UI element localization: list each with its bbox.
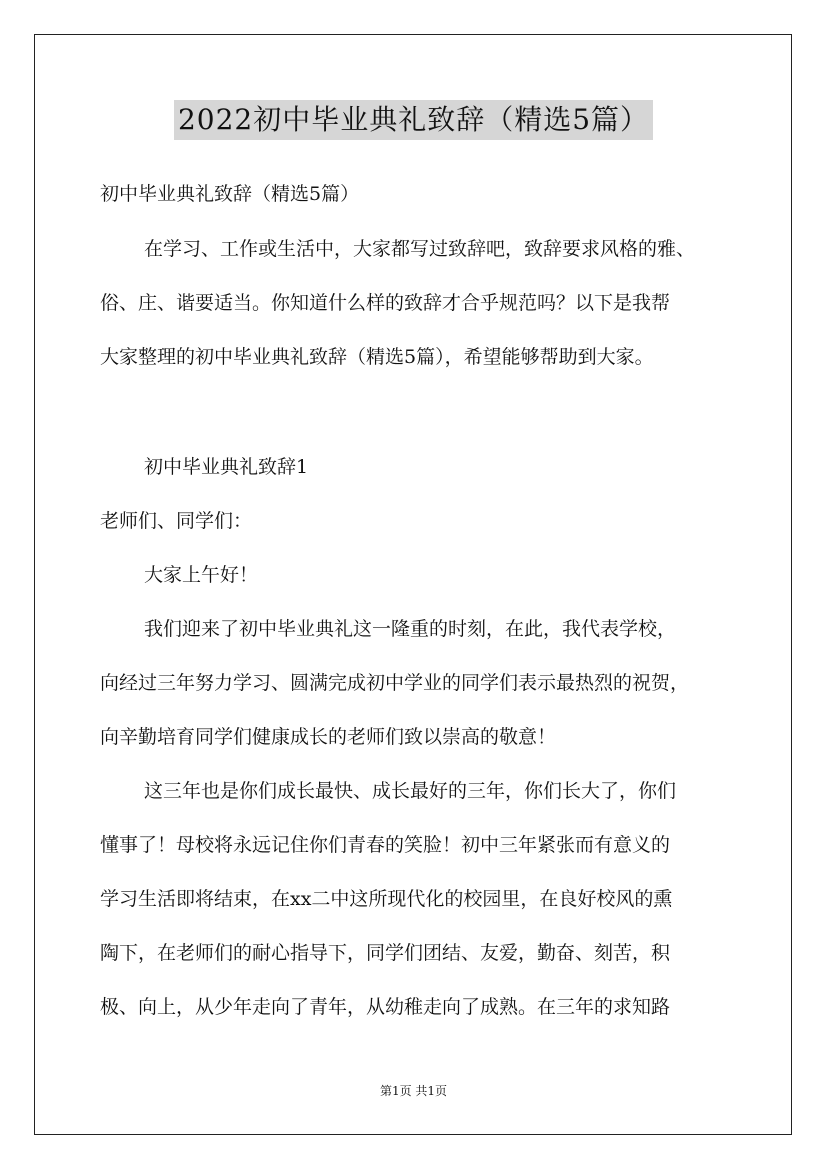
paragraph-line: 在学习、工作或生活中，大家都写过致辞吧，致辞要求风格的雅、 bbox=[144, 238, 696, 260]
doc-subtitle-line: 初中毕业典礼致辞（精选5篇） bbox=[100, 183, 360, 205]
paragraph-line: 大家整理的初中毕业典礼致辞（精选5篇），希望能够帮助到大家。 bbox=[100, 346, 654, 368]
page-footer: 第1页 共1页 bbox=[379, 1084, 448, 1098]
paragraph-line: 极、向上，从少年走向了青年，从幼稚走向了成熟。在三年的求知路 bbox=[100, 996, 671, 1018]
paragraph-line: 懂事了！母校将永远记住你们青春的笑脸！初中三年紧张而有意义的 bbox=[100, 834, 671, 856]
paragraph-line: 向经过三年努力学习、圆满完成初中学业的同学们表示最热烈的祝贺， bbox=[100, 672, 690, 694]
title-wrap bbox=[0, 100, 827, 140]
document-title: 2022初中毕业典礼致辞（精选5篇） bbox=[174, 100, 653, 140]
paragraph-line: 这三年也是你们成长最快、成长最好的三年，你们长大了，你们 bbox=[144, 780, 677, 802]
salutation-line: 老师们、同学们： bbox=[100, 510, 253, 532]
paragraph-line: 陶下，在老师们的耐心指导下，同学们团结、友爱，勤奋、刻苦，积 bbox=[100, 942, 671, 964]
paragraph-line: 我们迎来了初中毕业典礼这一隆重的时刻，在此，我代表学校， bbox=[144, 618, 677, 640]
paragraph-line: 俗、庄、谐要适当。你知道什么样的致辞才合乎规范吗？以下是我帮 bbox=[100, 292, 671, 314]
section-heading: 初中毕业典礼致辞1 bbox=[144, 456, 309, 478]
greeting-line: 大家上午好！ bbox=[144, 564, 259, 586]
paragraph-line: 向辛勤培育同学们健康成长的老师们致以崇高的敬意！ bbox=[100, 726, 557, 748]
paragraph-line: 学习生活即将结束，在xx二中这所现代化的校园里，在良好校风的熏 bbox=[100, 888, 673, 910]
